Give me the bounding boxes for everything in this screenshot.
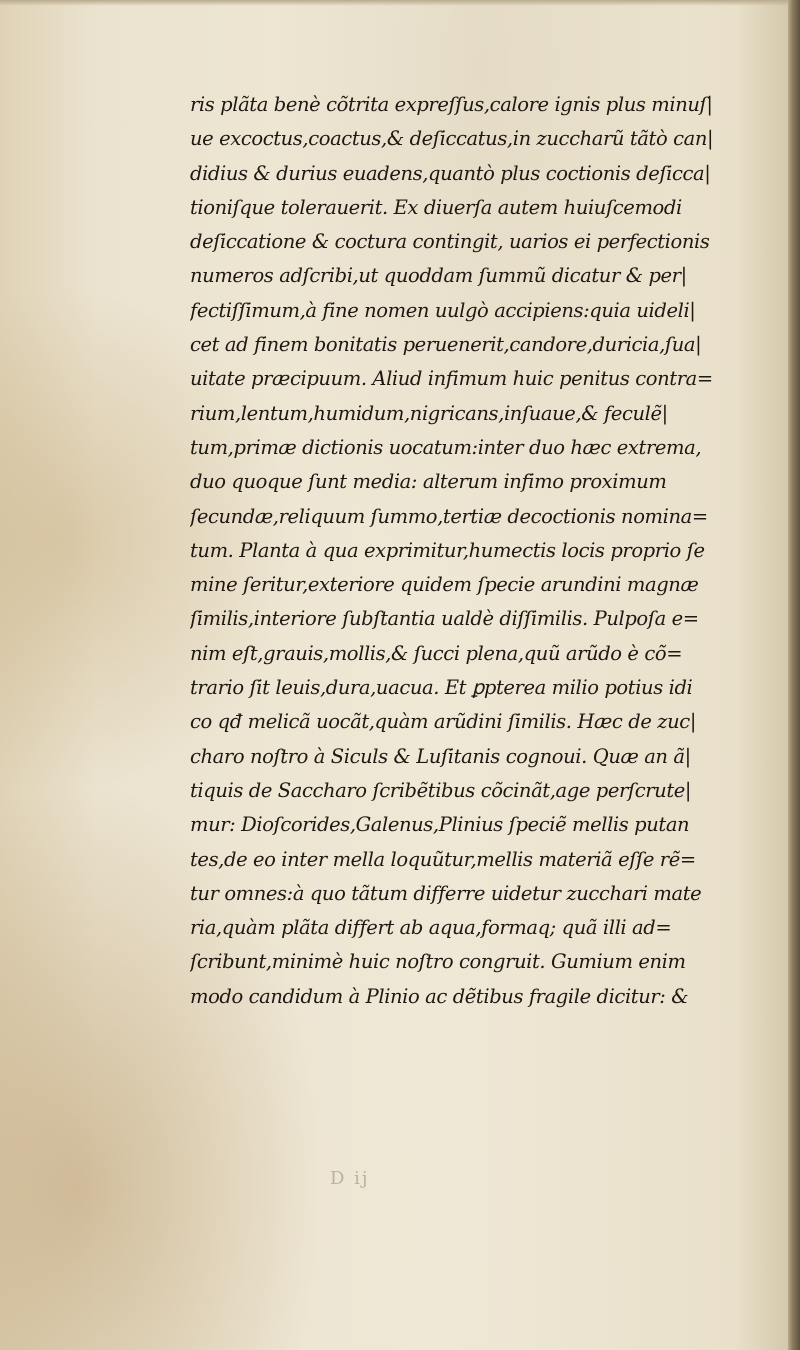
text-line: co qđ melicã uocãt,quàm arũdini ſimilis. Hæc de zuc| [190,710,696,734]
text-line: fectiſſimum,à fine nomen uulgò accipiens:quia uideli| [190,298,696,322]
text-line: ſcribunt,minimè huic noſtro congruit. Gumium enim [190,950,686,974]
signature-mark: D ij [330,1168,370,1189]
text-line: ria,quàm plãta differt ab aqua,formaq; quã illi ad= [190,916,672,940]
page-top-edge [0,0,800,6]
text-line: numeros adſcribi,ut quoddam ſummũ dicatur & per| [190,264,687,288]
text-line: ſecundæ,reliquum ſummo,tertiæ decoctionis nomina= [190,504,708,528]
text-line: duo quoque ſunt media: alterum infimo proximum [190,470,667,494]
text-line: mur: Dioſcorides,Galenus,Plinius ſpeciẽ mellis putan [190,813,690,837]
text-line: tioniſque tolerauerit. Ex diuerſa autem huiuſcemodi [190,195,682,219]
text-line: nim eſt,grauis,mollis,& ſucci plena,quũ arũdo è cõ= [190,641,683,665]
text-line: rium,lentum,humidum,nigricans,inſuaue,& feculẽ| [190,401,668,425]
text-line: cet ad finem bonitatis peruenerit,candore,duricia,ſua| [190,333,702,357]
text-line: tum. Planta à qua exprimitur,humectis locis proprio ſe [190,538,705,562]
text-line: deſiccatione & coctura contingit, uarios ei perfectionis [190,230,710,254]
text-line: ris plãta benè cõtrita expreſſus,calore ignis plus minuſ| [190,93,713,116]
text-line: tes,de eo inter mella loquũtur,mellis materiã eſſe rẽ= [190,847,696,871]
text-line: ue excoctus,coactus,& deſiccatus,in zuccharũ tãtò can| [190,127,714,151]
text-line: charo noſtro à Siculs & Luſitanis cognoui. Quæ an ã| [190,744,691,768]
text-line: tur omnes:à quo tãtum differre uidetur zucchari mate [190,881,702,905]
text-line: ſimilis,interiore ſubſtantia ualdè diſſimilis. Pulpoſa e= [190,607,699,631]
text-line: trario ſit leuis,dura,uacua. Et ꝑpterea milio potius idi [190,676,693,700]
text-line: tiquis de Saccharo ſcribẽtibus cõcinãt,age perſcrute| [190,778,692,802]
text-line: modo candidum à Plinio ac dẽtibus fragile dicitur: & [190,984,689,1008]
text-line: uitate præcipuum. Aliud infimum huic penitus contra= [190,367,713,391]
text-line: didius & durius euadens,quantò plus coctionis deſicca| [190,161,711,185]
text-line: tum,primæ dictionis uocatum:inter duo hæc extrema, [190,435,702,459]
body-text [190,88,790,1014]
text-line: mine ſeritur,exteriore quidem ſpecie arundini magnæ [190,573,699,597]
